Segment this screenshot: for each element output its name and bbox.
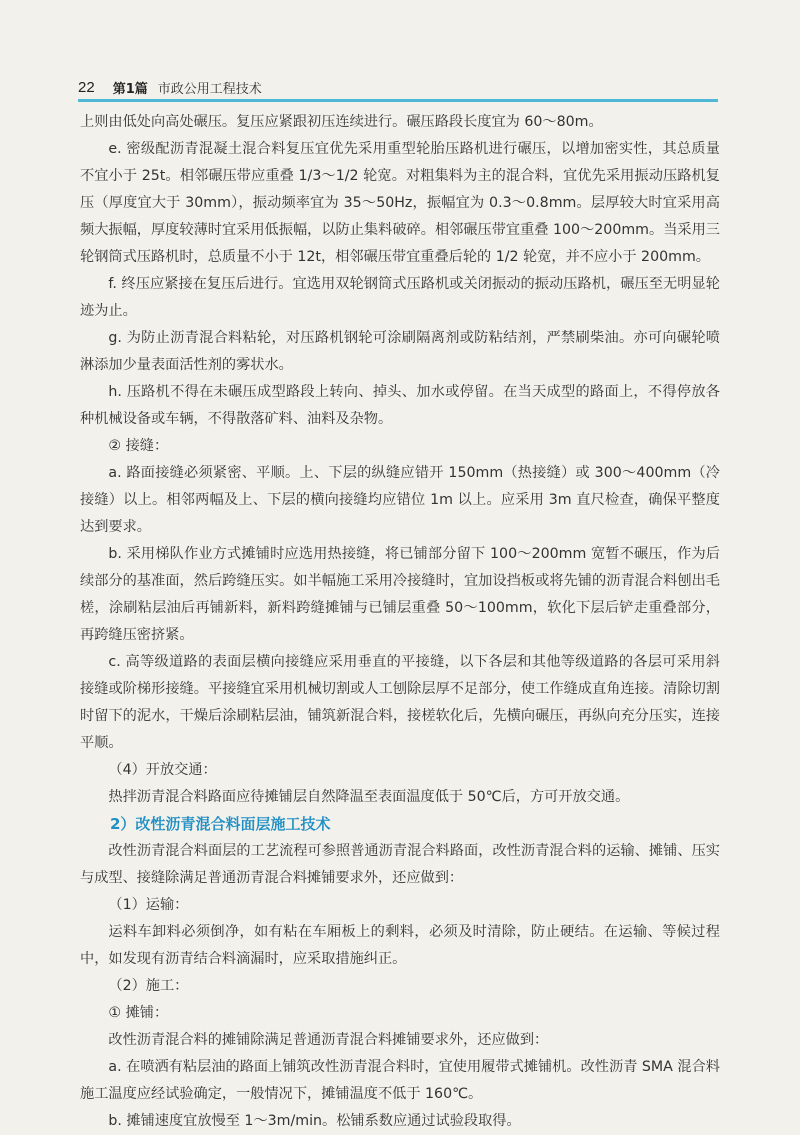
paragraph: ① 摊铺： <box>108 1005 169 1021</box>
paragraph: f. 终压应紧接在复压后进行。宜选用双轮钢筒式压路机或关闭振动的振动压路机，碾压至无明显轮迹为止。 <box>80 276 721 319</box>
page-number: 22 <box>78 78 95 96</box>
paragraph: 改性沥青混合料面层的工艺流程可参照普通沥青混合料路面，改性沥青混合料的运输、摊铺、压实与成型、接缝除满足普通沥青混合料摊铺要求外，还应做到： <box>80 843 720 886</box>
paragraph: g. 为防止沥青混合料粘轮，对压路机钢轮可涂刷隔离剂或防粘结剂，严禁刷柴油。亦可向碾轮喷淋添加少量表面活性剂的雾状水。 <box>80 330 720 373</box>
paragraph: 改性沥青混合料的摊铺除满足普通沥青混合料摊铺要求外，还应做到： <box>108 1032 549 1048</box>
paragraph: （1）运输： <box>108 897 189 913</box>
paragraph: b. 摊铺速度宜放慢至 1～3m/min。松铺系数应通过试验段取得。 <box>108 1113 521 1129</box>
section-heading: 2）改性沥青混合料面层施工技术 <box>110 815 331 833</box>
paragraph: e. 密级配沥青混凝土混合料复压宜优先采用重型轮胎压路机进行碾压，以增加密实性，其总质量不宜小于 25t。相邻碾压带应重叠 1/3～1/2 轮宽。对粗集料为主的混合料，宜优先采用振动压路机复压（厚度宜大于 30mm），振动频率宜为 35～50Hz，振幅宜为 0.3～0.8mm。层厚较大时宜采用高频大振幅，厚度较薄时宜采用低振幅，以防止集料破碎。相邻碾压带宜重叠 100～200mm。当采用三轮钢筒式压路机时，总质量不小于 12t，相邻碾压带宜重叠后轮的 1/2 轮宽，并不应小于 200mm。 <box>80 141 720 265</box>
paragraph: （2）施工： <box>108 978 189 994</box>
page-body <box>80 109 720 1135</box>
paragraph: b. 采用梯队作业方式摊铺时应选用热接缝，将已铺部分留下 100～200mm 宽暂不碾压，作为后续部分的基准面，然后跨缝压实。如半幅施工采用冷接缝时，宜加设挡板或将先铺的沥青混合料刨出毛槎，涂刷粘层油后再铺新料，新料跨缝摊铺与已铺层重叠 50～100mm，软化下层后铲走重叠部分，再跨缝压密挤紧。 <box>80 546 720 643</box>
paragraph: a. 路面接缝必须紧密、平顺。上、下层的纵缝应错开 150mm（热接缝）或 300～400mm（冷接缝）以上。相邻两幅及上、下层的横向接缝均应错位 1m 以上。应采用 3m 直尺检查，确保平整度达到要求。 <box>80 465 720 535</box>
section-title: 市政公用工程技术 <box>157 81 262 97</box>
paragraph: （4）开放交通： <box>108 762 217 778</box>
paragraph: ② 接缝： <box>108 438 169 454</box>
header-rule <box>78 99 718 102</box>
paragraph: h. 压路机不得在未碾压成型路段上转向、掉头、加水或停留。在当天成型的路面上，不得停放各种机械设备或车辆，不得散落矿料、油料及杂物。 <box>80 384 720 427</box>
page-header <box>78 76 718 98</box>
paragraph: 运料车卸料必须倒净，如有粘在车厢板上的剩料，必须及时清除，防止硬结。在运输、等候过程中，如发现有沥青结合料滴漏时，应采取措施纠正。 <box>80 924 720 967</box>
paragraph: 热拌沥青混合料路面应待摊铺层自然降温至表面温度低于 50℃后，方可开放交通。 <box>108 789 630 805</box>
part-label: 第1篇 <box>112 81 148 97</box>
paragraph: a. 在喷洒有粘层油的路面上铺筑改性沥青混合料时，宜使用履带式摊铺机。改性沥青 SMA 混合料施工温度应经试验确定，一般情况下，摊铺温度不低于 160℃。 <box>80 1059 720 1102</box>
paragraph: 上则由低处向高处碾压。复压应紧跟初压连续进行。碾压路段长度宜为 60～80m。 <box>80 114 603 130</box>
paragraph: c. 高等级道路的表面层横向接缝应采用垂直的平接缝，以下各层和其他等级道路的各层可采用斜接缝或阶梯形接缝。平接缝宜采用机械切割或人工刨除层厚不足部分，使工作缝成直角连接。清除切割时留下的泥水，干燥后涂刷粘层油，铺筑新混合料，接槎软化后，先横向碾压，再纵向充分压实，连接平顺。 <box>80 654 720 751</box>
